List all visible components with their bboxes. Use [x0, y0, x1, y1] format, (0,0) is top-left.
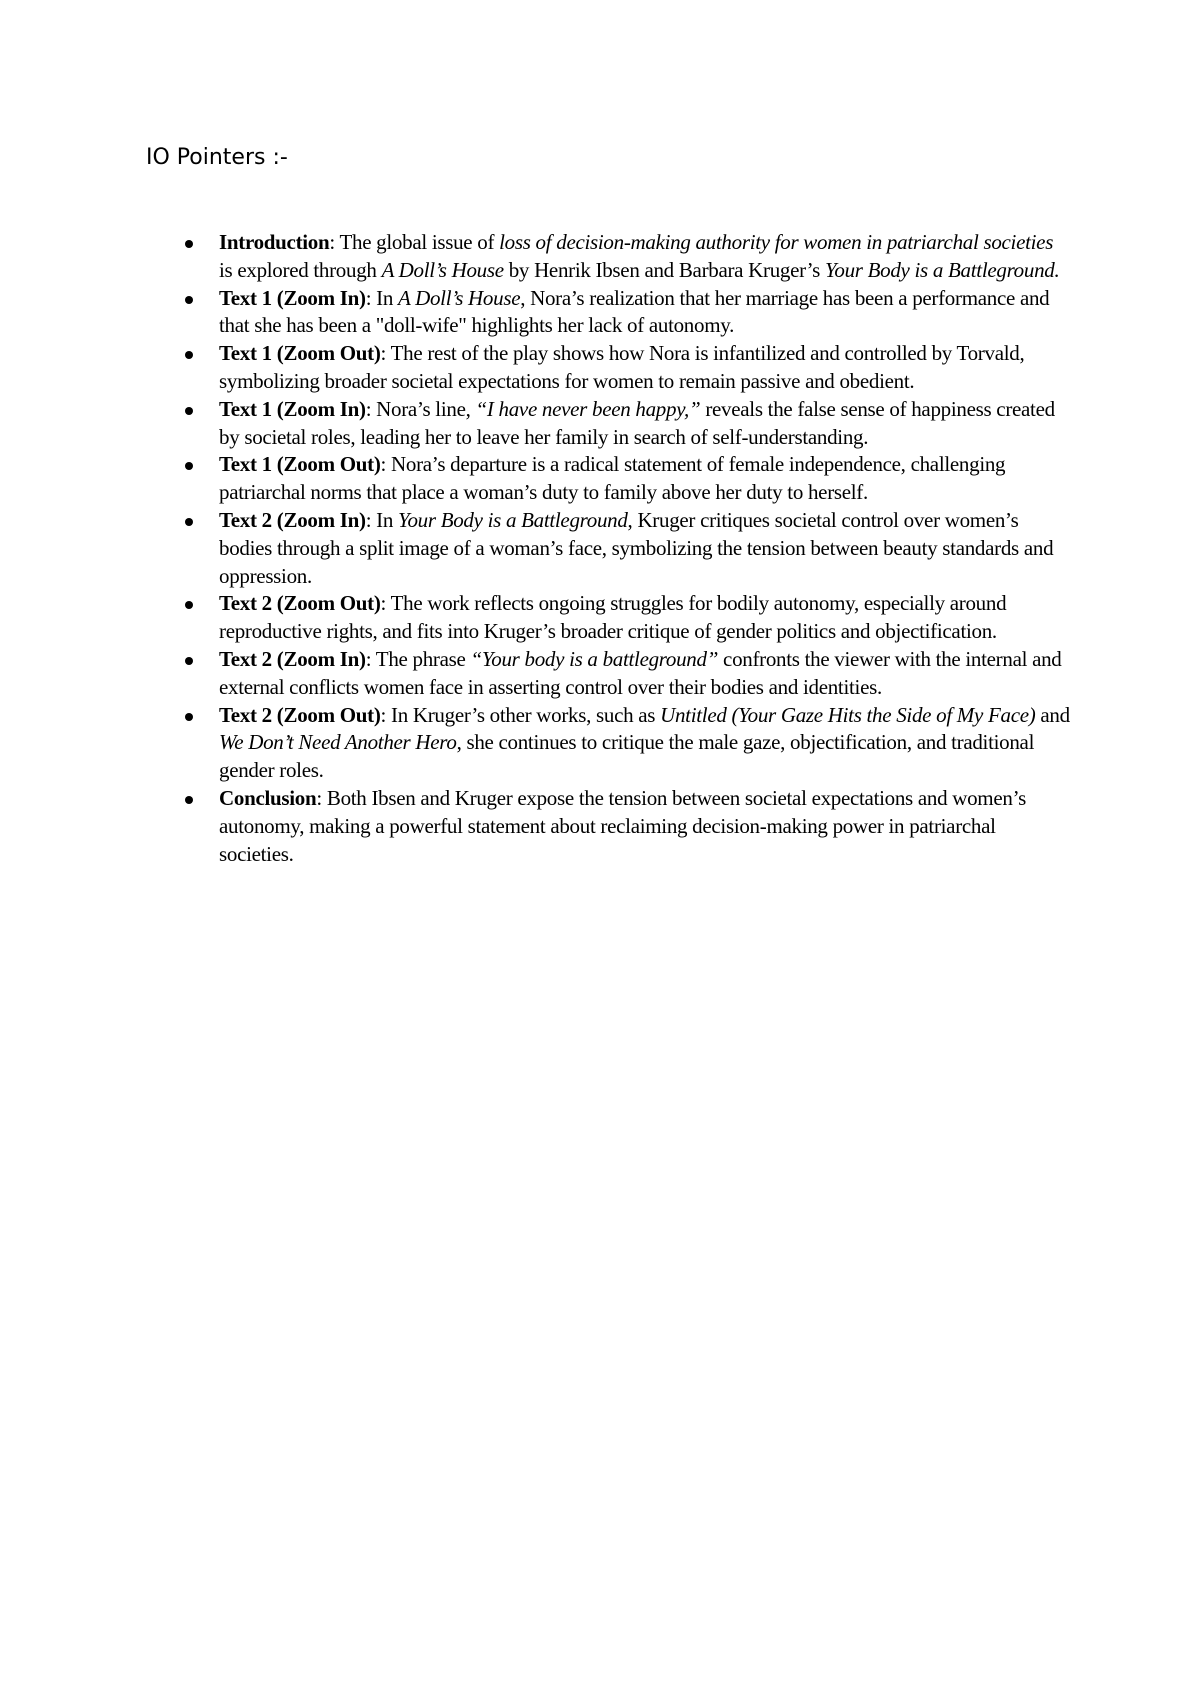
pointer-text: : The global issue of	[329, 230, 500, 254]
pointer-text-italic: A Doll’s House	[398, 285, 521, 310]
pointer-text: reveals the false sense of happiness created by societal roles, leading her to leave her family in search of self-understanding.	[219, 396, 1055, 449]
bullet-icon	[185, 296, 193, 304]
pointer-text-italic: We Don’t Need Another Hero	[219, 730, 457, 755]
pointer-text-italic: Your Body is a Battleground	[398, 507, 628, 532]
pointer-text-italic: A Doll’s House	[381, 257, 504, 282]
pointer-list	[185, 229, 1070, 868]
pointer-label: Text 1 (Zoom Out)	[219, 341, 381, 366]
pointer-item	[185, 396, 1070, 452]
pointer-text: : In	[365, 285, 399, 310]
pointer-item	[185, 340, 1070, 396]
pointer-item	[185, 285, 1070, 341]
pointer-text: : The phrase	[365, 646, 471, 671]
pointer-label: Text 1 (Zoom Out)	[219, 452, 381, 477]
pointer-text-italic: Your Body is a Battleground.	[824, 257, 1060, 282]
pointer-text-italic: Untitled (Your Gaze Hits the Side of My Face)	[660, 702, 1036, 727]
document-title: IO Pointers :-	[146, 145, 288, 170]
bullet-icon	[185, 657, 193, 665]
pointer-text: : The rest of the play shows how Nora is infantilized and controlled by Torvald, symbolizing broader societal expectations for women to remain passive and obedient.	[219, 341, 1025, 393]
pointer-label: Text 1 (Zoom In)	[219, 396, 366, 421]
pointer-item	[185, 507, 1070, 590]
pointer-text: confronts the viewer with the internal and external conflicts women face in asserting control over their bodies and identities.	[219, 646, 1062, 699]
pointer-text: , Kruger critiques societal control over women’s bodies through a split image of a woman’s face, symbolizing the tension between beauty standards and oppression.	[219, 507, 1054, 588]
pointer-label: Conclusion	[219, 785, 317, 810]
bullet-icon	[185, 462, 193, 470]
bullet-icon	[185, 713, 193, 721]
bullet-icon	[185, 240, 193, 248]
pointer-item	[185, 451, 1070, 507]
pointer-item	[185, 785, 1070, 868]
pointer-label: Text 2 (Zoom Out)	[219, 591, 381, 616]
pointer-item	[185, 229, 1070, 285]
bullet-icon	[185, 601, 193, 609]
pointer-text: : Nora’s line,	[365, 396, 476, 421]
pointer-label: Text 2 (Zoom Out)	[219, 702, 381, 727]
pointer-text: , she continues to critique the male gaze, objectification, and traditional gender roles.	[219, 730, 1035, 783]
pointer-text-italic: “Your body is a battleground”	[470, 646, 719, 671]
pointer-text-italic: “I have never been happy,”	[475, 396, 701, 421]
pointer-label: Introduction	[219, 230, 330, 254]
bullet-icon	[185, 351, 193, 359]
bullet-icon	[185, 407, 193, 415]
pointer-text-italic: loss of decision-making authority for women in patriarchal societies	[499, 230, 1054, 254]
pointer-text: : Both Ibsen and Kruger expose the tension between societal expectations and women’s autonomy, making a powerful statement about reclaiming decision-making power in patriarchal societies.	[219, 785, 1026, 866]
pointer-text: : In	[365, 507, 399, 532]
pointer-text: and	[1035, 702, 1070, 727]
pointer-item	[185, 702, 1070, 785]
pointer-text: is explored through	[219, 257, 382, 282]
pointer-label: Text 2 (Zoom In)	[219, 646, 366, 671]
pointer-text: : The work reflects ongoing struggles for bodily autonomy, especially around reproductive rights, and fits into Kruger’s broader critique of gender politics and objectification.	[219, 591, 1007, 644]
pointer-item	[185, 590, 1070, 646]
bullet-icon	[185, 796, 193, 804]
pointer-text: : Nora’s departure is a radical statement of female independence, challenging patriarchal norms that place a woman’s duty to family above her duty to herself.	[219, 452, 1006, 505]
bullet-icon	[185, 518, 193, 526]
pointer-text: : In Kruger’s other works, such as	[380, 702, 661, 727]
pointer-label: Text 1 (Zoom In)	[219, 285, 366, 310]
pointer-text: , Nora’s realization that her marriage has been a performance and that she has been a "doll-wife" highlights her lack of autonomy.	[219, 285, 1050, 338]
pointer-item	[185, 646, 1070, 702]
pointer-label: Text 2 (Zoom In)	[219, 507, 366, 532]
pointer-text: by Henrik Ibsen and Barbara Kruger’s	[503, 257, 825, 282]
